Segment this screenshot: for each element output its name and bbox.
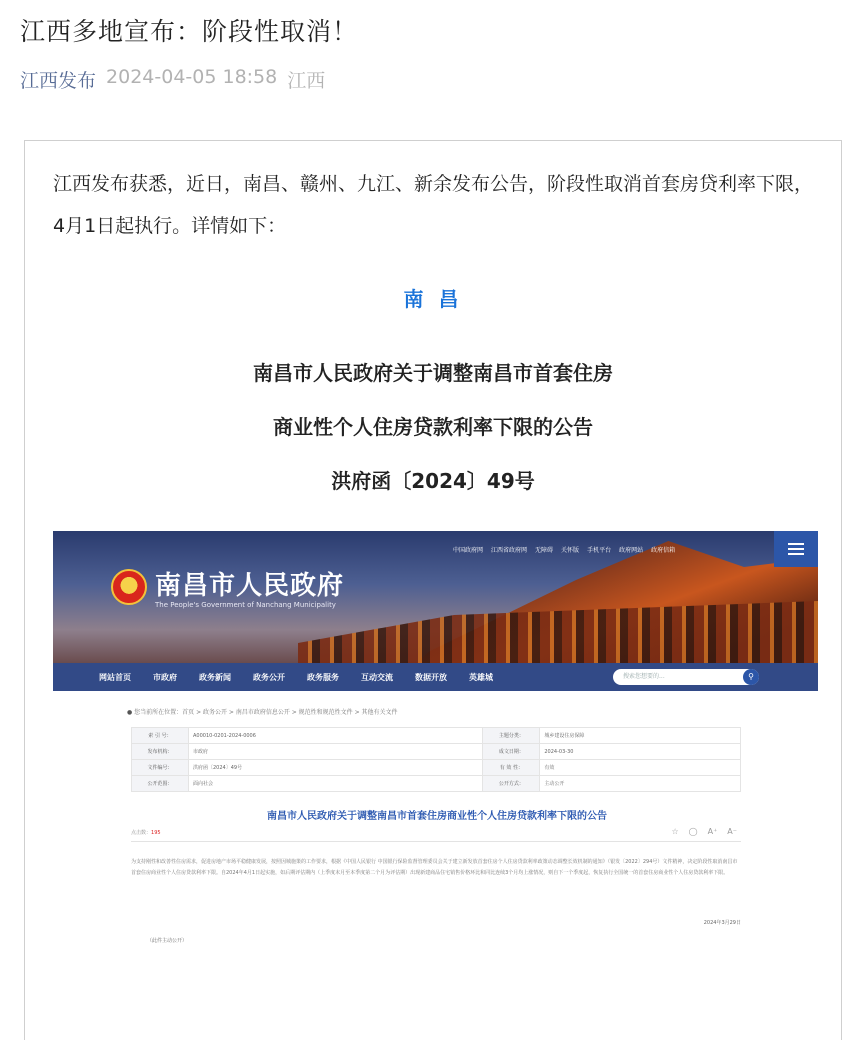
info-value: 有效 [540,760,741,776]
info-value: A00010-0201-2024-0006 [189,728,483,744]
info-value: 洪府函〔2024〕49号 [189,760,483,776]
info-key: 成文日期： [483,744,540,760]
doc-number: 洪府函〔2024〕49号 [331,469,535,493]
announcement-title-line1: 南昌市人民政府关于调整南昌市首套住房 [253,361,613,385]
hamburger-menu-icon [774,531,818,567]
info-key: 公开范围： [132,776,189,792]
location-tag: 江西 [287,70,326,92]
table-row [132,760,741,776]
site-name: 南昌市人民政府 [155,571,345,601]
nav-item: 英雄城 [469,672,493,682]
nav-item: 数据开放 [415,672,447,682]
table-row [132,744,741,760]
info-value: 市政府 [189,744,483,760]
article-title: 江西多地宣布：阶段性取消！ [20,17,359,46]
location-pin-icon: ● [127,709,135,716]
doc-toolbar [131,827,741,842]
print-icon: ◯ [688,827,698,836]
breadcrumb [127,707,398,716]
nav-item: 互动交流 [361,672,393,682]
click-count [131,829,161,836]
click-count-label: 点击数： [131,830,152,836]
info-key: 发布机构： [132,744,189,760]
intro-paragraph: 江西发布获悉，近日，南昌、赣州、九江、新余发布公告，阶段性取消首套房贷利率下限，4月1日起执行。详情如下： [53,173,814,237]
click-count-value: 195 [151,830,161,836]
site-banner [53,531,818,663]
info-value: 面向社会 [189,776,483,792]
star-icon: ☆ [671,827,679,836]
table-row [132,728,741,744]
info-key: 公开方式： [483,776,540,792]
top-link: 政府网站 [619,547,644,554]
info-key: 文件编号： [132,760,189,776]
info-key: 主题分类： [483,728,540,744]
top-link: 关怀版 [561,547,580,554]
doc-note: （此件主动公开） [147,938,188,944]
article-meta [20,66,325,93]
info-value: 城乡建设住房保障 [540,728,741,744]
table-row [132,776,741,792]
announcement-title-line2: 商业性个人住房贷款利率下限的公告 [273,415,593,439]
city-heading: 南 昌 [403,287,463,311]
top-link: 手机平台 [587,547,612,554]
top-link: 无障碍 [535,547,554,554]
top-links [453,545,675,554]
search-icon: ⚲ [743,669,759,685]
doc-paragraph: 为支持刚性和改善性住房需求，促进房地产市场平稳健康发展，按照因城施策的工作要求，根据《中国人民银行 中国银行保险监督管理委员会关于建立新发放首套住房个人住房贷款利率政策动态调整长效机制的通知》（银发〔2022〕294号）文件精神，决定阶段性取消南昌市首套住房商业性个人住房贷款利率下限。自2024年4月1日起实施，如后期评估期内（上季度末月至本季度第二个月为评估期）出现新建商品住宅销售价格环比和同比连续3个月均上涨情况，则自下一个季度起，恢复执行全国统一的首套住房商业性个人住房贷款利率下限。 [131,859,738,876]
doc-info-table [131,727,741,792]
publish-datetime: 2024-04-05 18:58 [106,66,278,88]
nav-item: 政务新闻 [199,672,231,682]
info-key: 索 引 号： [132,728,189,744]
font-decrease-icon: A⁻ [727,827,737,836]
site-navbar [53,663,818,691]
top-link: 中国政府网 [453,547,484,554]
info-value: 主动公开 [540,776,741,792]
nav-item: 政务服务 [307,672,339,682]
doc-tools [671,827,737,836]
nav-item: 网站首页 [99,672,131,682]
info-value: 2024-03-30 [540,744,741,760]
doc-date: 2024年3月29日 [703,920,741,926]
source-link[interactable]: 江西发布 [20,70,97,92]
nav-item: 政务公开 [253,672,285,682]
top-link: 江西省政府网 [491,547,528,554]
embedded-screenshot[interactable] [53,531,818,1041]
info-key: 有 效 性： [483,760,540,776]
doc-title: 南昌市人民政府关于调整南昌市首套住房商业性个人住房贷款利率下限的公告 [267,811,607,822]
site-subtitle: The People's Government of Nanchang Municipality [155,601,336,609]
content-card [24,140,842,1040]
font-increase-icon: A⁺ [707,827,718,836]
national-emblem-icon [111,569,147,605]
nav-item: 市政府 [153,672,177,682]
breadcrumb-text: 您当前所在位置：首页 > 政务公开 > 南昌市政府信息公开 > 规范性和规范性文件 > 其他有关文件 [134,709,398,716]
site-search-box: 搜索您想要的... [613,669,759,685]
top-link: 政府信箱 [651,547,676,554]
